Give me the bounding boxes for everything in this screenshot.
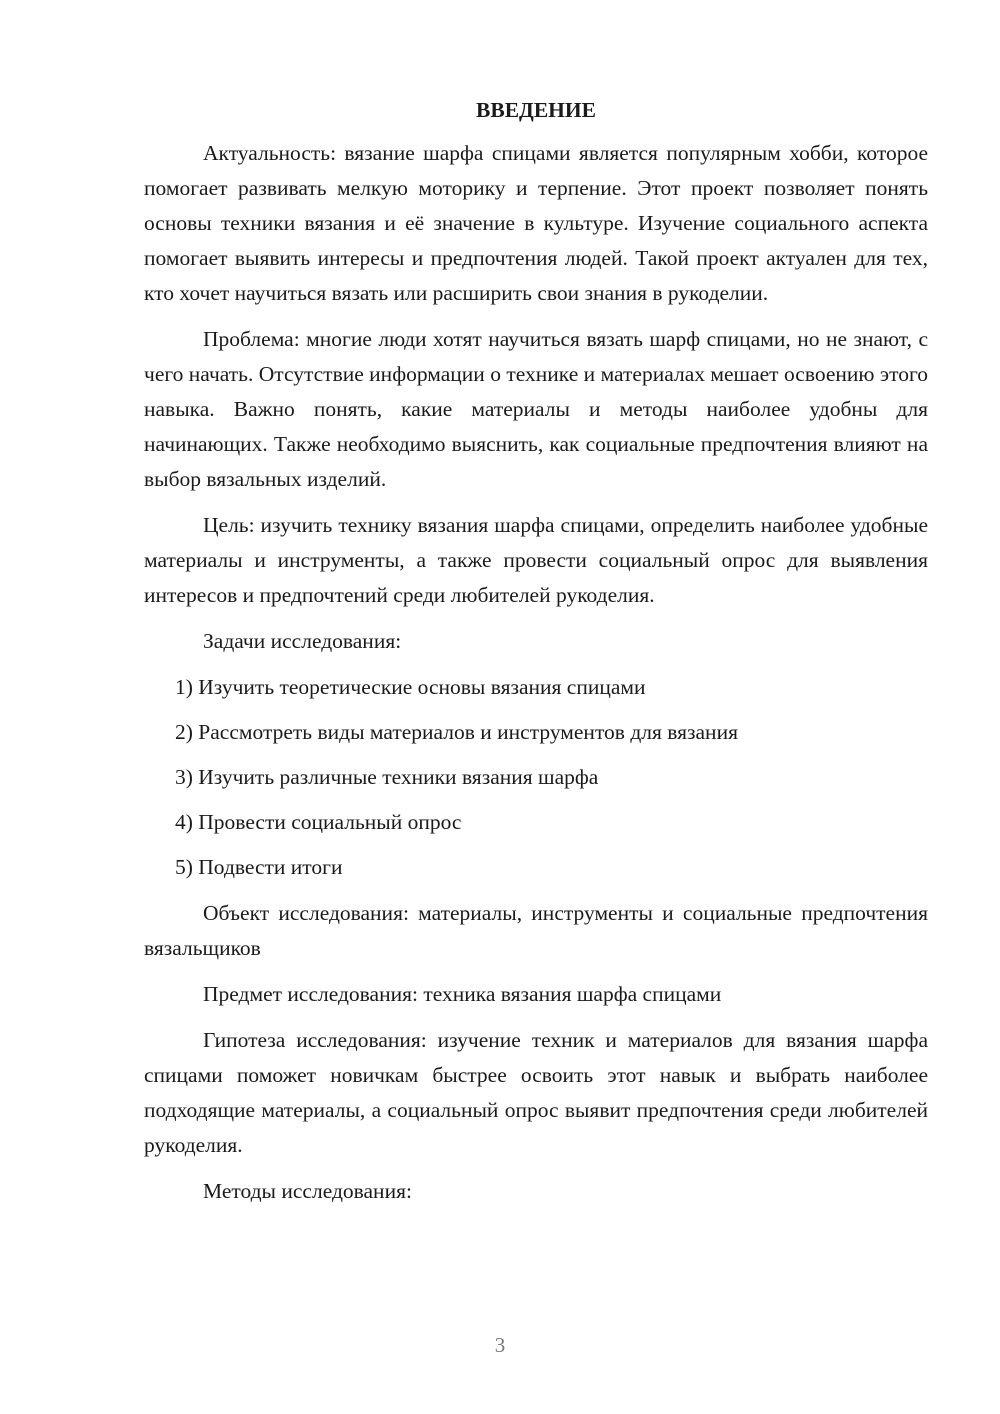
list-item: 2) Рассмотреть виды материалов и инструментов для вязания (175, 720, 738, 744)
relevance-paragraph: Актуальность: вязание шарфа спицами является популярным хобби, которое помогает развивать мелкую моторику и терпение. Этот проект позволяет понять основы техники вязания и её значение в культуре. Изучение социального аспекта помогает выявить интересы и предпочтения людей. Такой проект актуален для тех, кто хочет научиться вязать или расширить свои знания в рукоделии. (144, 141, 928, 305)
methods-heading: Методы исследования: (203, 1179, 412, 1203)
tasks-heading: Задачи исследования: (203, 629, 402, 653)
document-page (144, 90, 928, 1220)
object-paragraph: Объект исследования: материалы, инструменты и социальные предпочтения вязальщиков (144, 901, 928, 960)
goal-paragraph: Цель: изучить технику вязания шарфа спицами, определить наиболее удобные материалы и инструменты, а также провести социальный опрос для выявления интересов и предпочтений среди любителей рукоделия. (144, 513, 928, 607)
list-item: 5) Подвести итоги (175, 855, 343, 879)
section-title: ВВЕДЕНИЕ (476, 98, 596, 122)
hypothesis-paragraph: Гипотеза исследования: изучение техник и материалов для вязания шарфа спицами поможет новичкам быстрее освоить этот навык и выбрать наиболее подходящие материалы, а социальный опрос выявит предпочтения среди любителей рукоделия. (144, 1028, 928, 1157)
list-item: 4) Провести социальный опрос (175, 810, 462, 834)
list-item: 1) Изучить теоретические основы вязания спицами (175, 675, 646, 699)
subject-paragraph: Предмет исследования: техника вязания шарфа спицами (203, 982, 722, 1006)
list-item: 3) Изучить различные техники вязания шарфа (175, 765, 599, 789)
problem-paragraph: Проблема: многие люди хотят научиться вязать шарф спицами, но не знают, с чего начать. Отсутствие информации о технике и материалах мешает освоению этого навыка. Важно понять, какие материалы и методы наиболее удобны для начинающих. Также необходимо выяснить, как социальные предпочтения влияют на выбор вязальных изделий. (144, 327, 928, 491)
page-number: 3 (494, 1333, 506, 1357)
tasks-list (144, 670, 928, 885)
